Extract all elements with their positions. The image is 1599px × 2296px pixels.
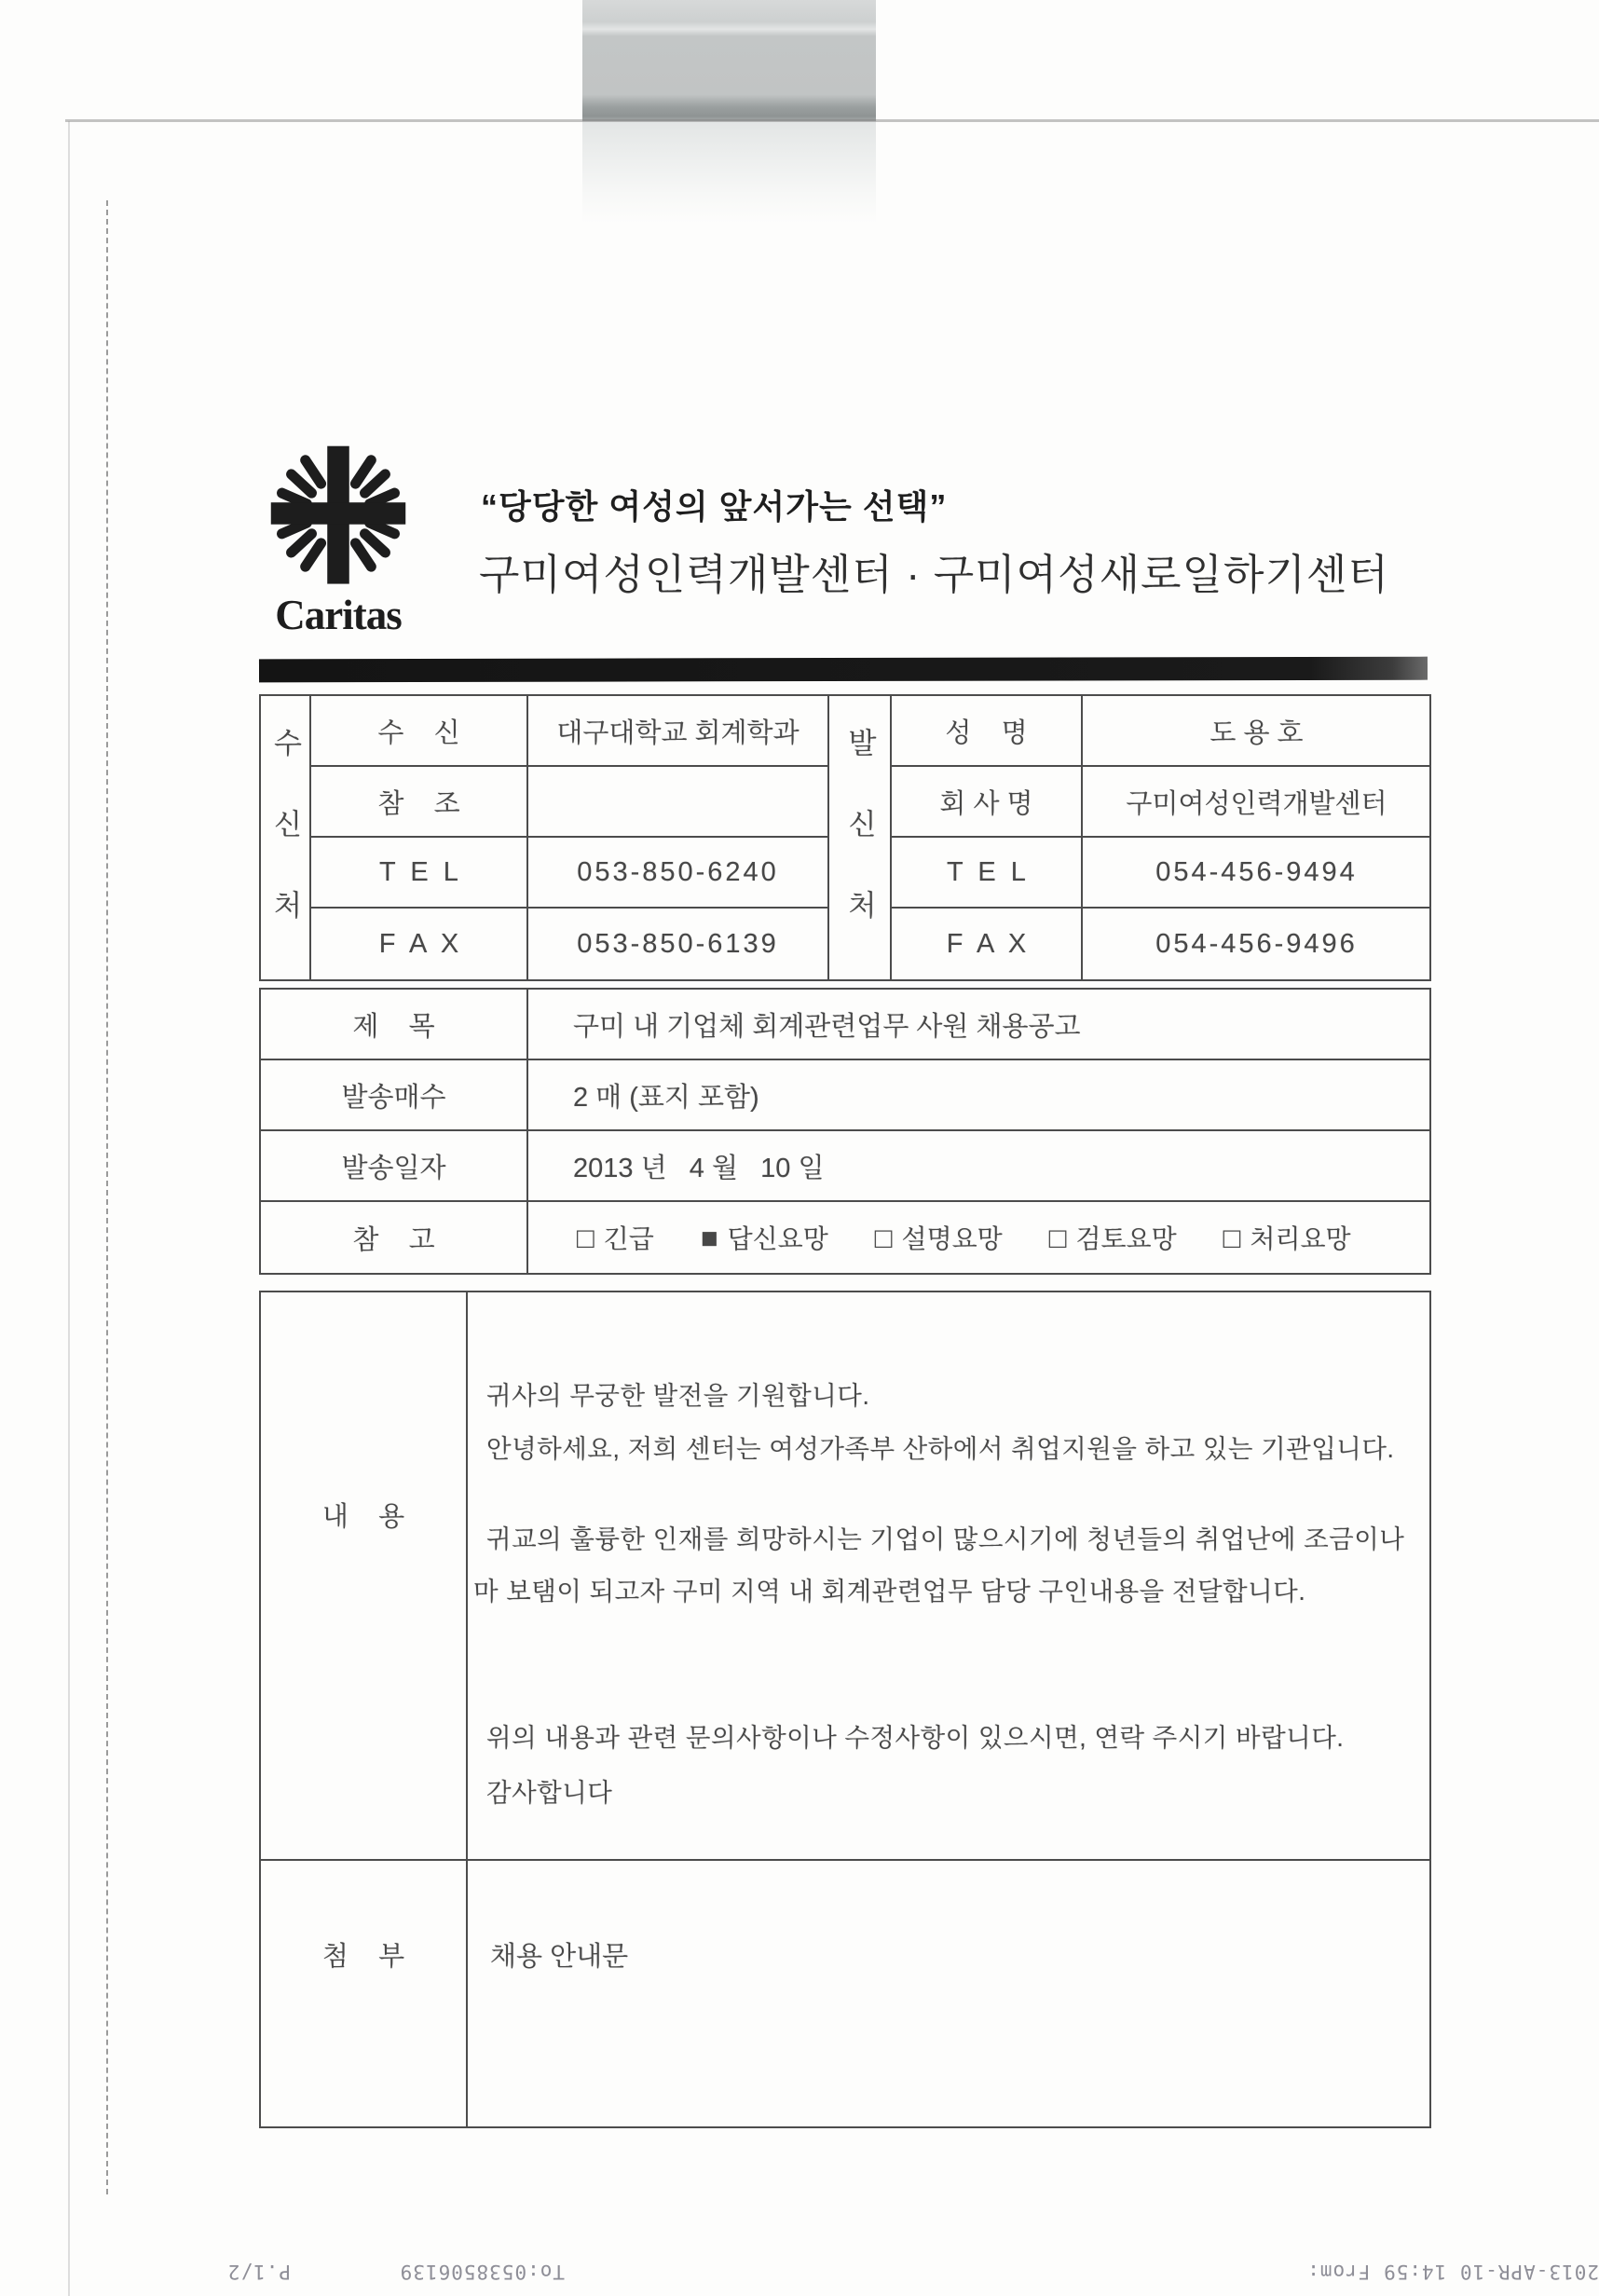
scanner-clip-artifact xyxy=(582,0,876,121)
checkbox-label: 처리요망 xyxy=(1250,1224,1351,1253)
remarks-options xyxy=(528,1202,1429,1273)
caritas-wordmark: Caritas xyxy=(275,592,402,638)
remarks-label: 참 고 xyxy=(261,1202,528,1273)
recipient-cc-label: 참 조 xyxy=(311,767,528,838)
body-label: 내 용 xyxy=(261,1292,468,1861)
body-line-1: 귀사의 무궁한 발전을 기원합니다. xyxy=(486,1381,870,1410)
checkbox-reply-requested xyxy=(701,1219,828,1256)
body-line-2: 안녕하세요, 저희 센터는 여성가족부 산하에서 취업지원을 하고 있는 기관입니다. xyxy=(486,1434,1395,1463)
caritas-cross-icon xyxy=(260,438,417,598)
checkbox-urgent xyxy=(577,1219,654,1256)
checkbox-review-requested xyxy=(1049,1219,1177,1256)
send-date-value: 2013 년 4 월 10 일 xyxy=(528,1131,1429,1202)
caritas-logo xyxy=(260,438,417,639)
recipient-fax-label: F A X xyxy=(311,909,528,979)
recipient-to-label: 수 신 xyxy=(311,696,528,767)
fax-datetime-from: 2013-APR-10 14:59 From: xyxy=(1306,2261,1599,2283)
checkbox-label: 긴급 xyxy=(603,1224,654,1253)
fax-page-number: P.1/2 xyxy=(226,2261,291,2283)
page-count-label: 발송매수 xyxy=(261,1060,528,1131)
body-line-5: 위의 내용과 관련 문의사항이나 수정사항이 있으시면, 연락 주시기 바랍니다. xyxy=(486,1723,1345,1752)
recipient-cc-value xyxy=(528,767,829,838)
fold-mark-dashed-line xyxy=(106,200,108,2194)
sender-fax-label: F A X xyxy=(892,909,1083,979)
sender-tel-label: T E L xyxy=(892,838,1083,909)
sender-company-value: 구미여성인력개발센터 xyxy=(1083,767,1430,838)
send-date-label: 발송일자 xyxy=(261,1131,528,1202)
sender-company-label: 회 사 명 xyxy=(892,767,1083,838)
checkbox-icon: □ xyxy=(1223,1221,1241,1254)
body-content xyxy=(468,1292,1429,1861)
meta-table xyxy=(259,988,1431,1275)
checkbox-label: 답신요망 xyxy=(727,1224,828,1253)
attachment-label: 첨 부 xyxy=(261,1861,468,2126)
checkbox-label: 검토요망 xyxy=(1075,1224,1177,1253)
checkbox-icon: □ xyxy=(874,1221,893,1254)
organization-names: 구미여성인력개발센터 · 구미여성새로일하기센터 xyxy=(479,551,1389,598)
paper-top-edge xyxy=(65,119,1599,122)
address-table xyxy=(259,694,1431,981)
sender-name-label: 성 명 xyxy=(892,696,1083,767)
recipient-to-value: 대구대학교 회계학과 xyxy=(528,696,829,767)
recipient-fax-value: 053-850-6139 xyxy=(528,909,829,979)
paper-left-edge xyxy=(68,121,70,2296)
header-divider-bar xyxy=(259,657,1428,683)
sender-fax-value: 054-456-9496 xyxy=(1155,928,1358,959)
checkbox-icon-filled: ■ xyxy=(700,1221,718,1254)
checkbox-processing-requested xyxy=(1223,1219,1351,1256)
sender-group-label: 발신처 xyxy=(829,696,892,979)
content-table xyxy=(259,1291,1431,2128)
fax-to-number: To:0538506139 xyxy=(399,2261,565,2283)
recipient-group-label: 수신처 xyxy=(261,696,311,979)
checkbox-explanation-requested xyxy=(875,1219,1003,1256)
recipient-tel-label: T E L xyxy=(311,838,528,909)
page-count-value: 2 매 (표지 포함) xyxy=(528,1060,1429,1131)
sender-name-value: 도 용 호 xyxy=(1083,696,1430,767)
checkbox-icon: □ xyxy=(1048,1221,1067,1254)
body-line-4: 마 보탬이 되고자 구미 지역 내 회계관련업무 담당 구인내용을 전달합니다. xyxy=(473,1577,1306,1606)
checkbox-label: 설명요망 xyxy=(901,1224,1003,1253)
scanner-clip-artifact-shadow xyxy=(582,121,876,224)
slogan: “당당한 여성의 앞서가는 선택” xyxy=(481,487,948,526)
sender-tel-value: 054-456-9494 xyxy=(1083,838,1430,909)
subject-value: 구미 내 기업체 회계관련업무 사원 채용공고 xyxy=(528,990,1429,1060)
body-line-6: 감사합니다 xyxy=(486,1778,613,1807)
attachment-value: 채용 안내문 xyxy=(490,1942,629,1972)
recipient-tel-value: 053-850-6240 xyxy=(528,838,829,909)
subject-label: 제 목 xyxy=(261,990,528,1060)
checkbox-icon: □ xyxy=(577,1221,594,1254)
body-line-3: 귀교의 훌륭한 인재를 희망하시는 기업이 많으시기에 청년들의 취업난에 조금이나 xyxy=(486,1524,1405,1553)
